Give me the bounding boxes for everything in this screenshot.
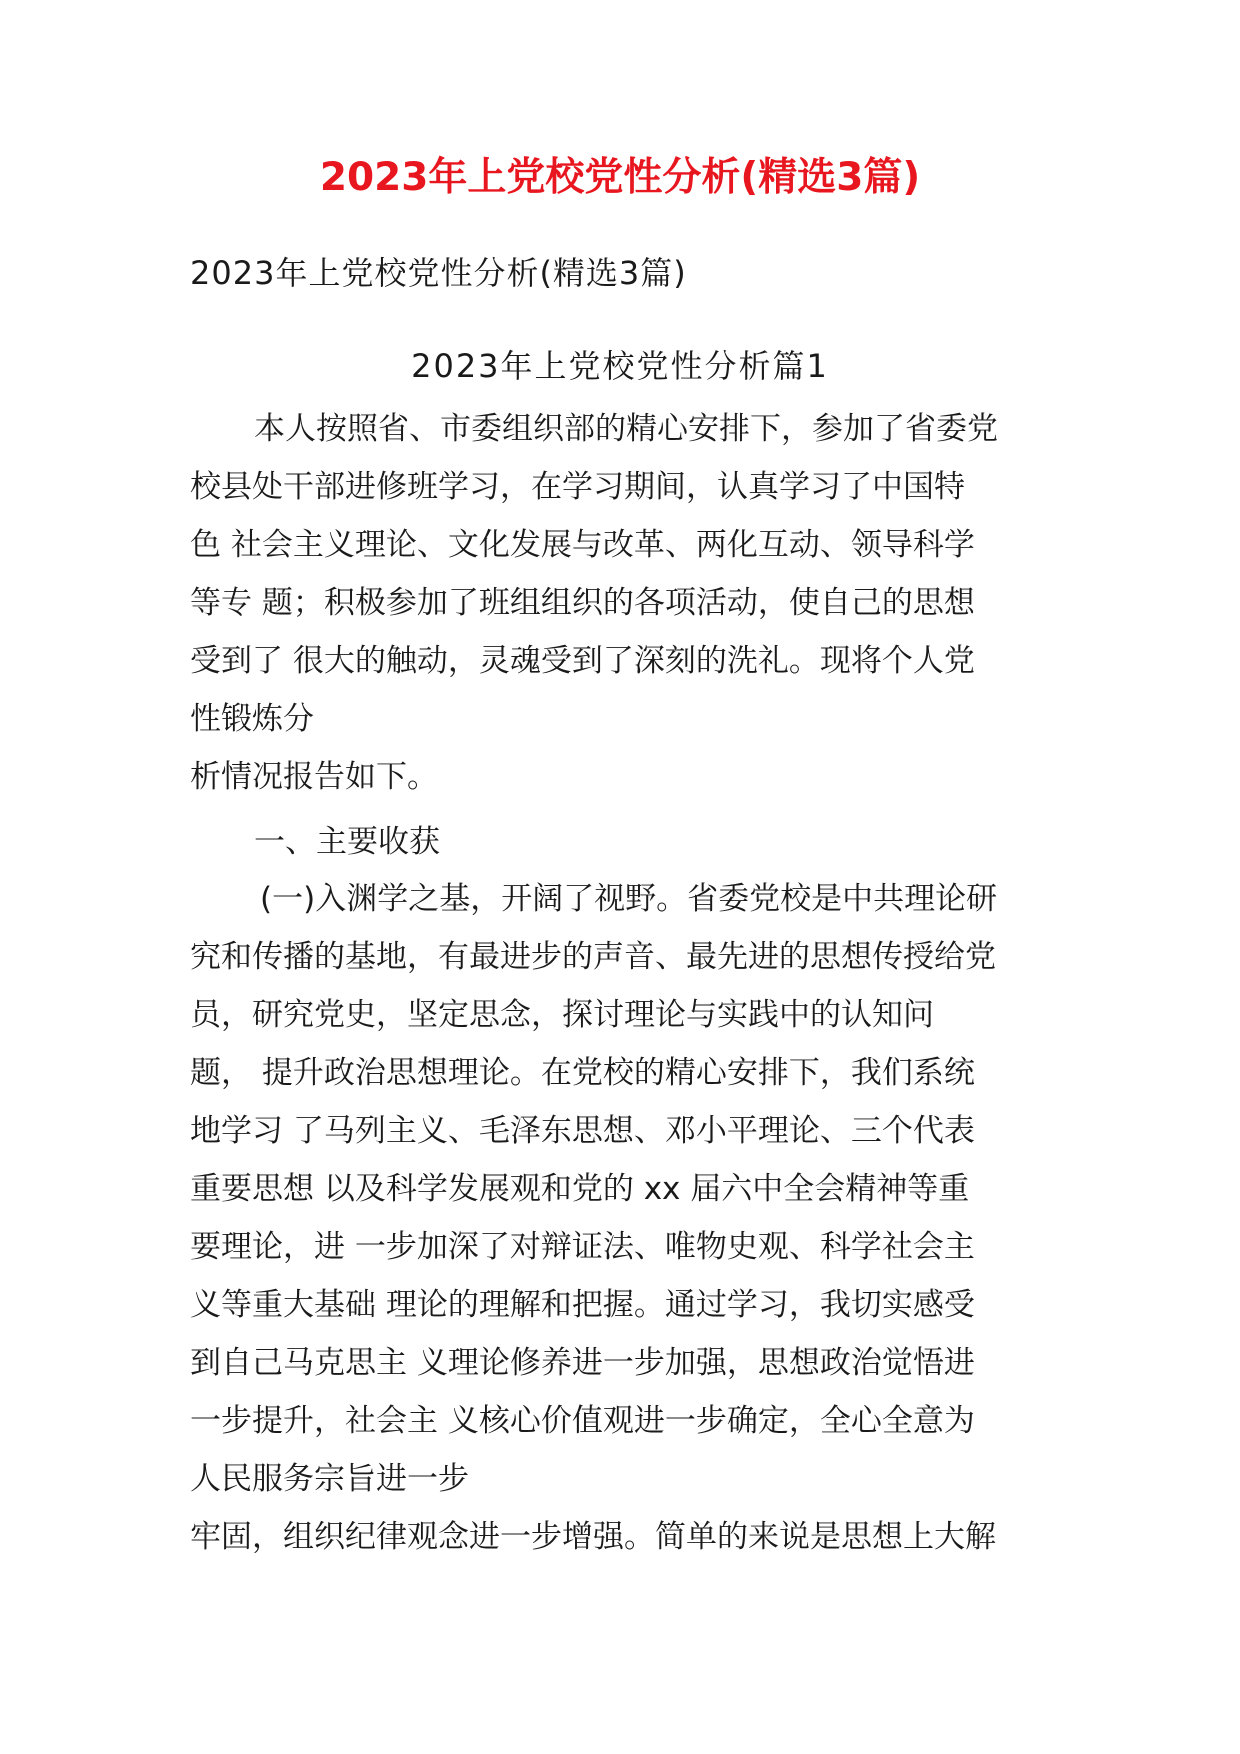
paragraph-line: 人民服务宗旨进一步: [190, 1461, 469, 1497]
paragraph-line: 色 社会主义理论、文化发展与改革、两化互动、领导科学: [190, 527, 975, 563]
paragraph-line: 性锻炼分: [190, 701, 314, 737]
paragraph-line: 地学习 了马列主义、毛泽东思想、邓小平理论、三个代表: [190, 1113, 975, 1149]
paragraph-line: 牢固，组织纪律观念进一步增强。简单的来说是思想上大解: [190, 1519, 996, 1555]
paragraph-line: 校县处干部进修班学习，在学习期间，认真学习了中国特: [190, 469, 965, 505]
paragraph-line: 重要思想 以及科学发展观和党的 xx 届六中全会精神等重: [190, 1171, 970, 1207]
paragraph-line: 题， 提升政治思想理论。在党校的精心安排下，我们系统: [190, 1055, 975, 1091]
paragraph-intro: [190, 400, 1070, 806]
paragraph-line: (一)入渊学之基，开阔了视野。省委党校是中共理论研: [260, 881, 998, 917]
paragraph-line: 究和传播的基地，有最进步的声音、最先进的思想传授给党: [190, 939, 996, 975]
heading-main-gains-text: 一、主要收获: [254, 824, 440, 860]
paragraph-line: 本人按照省、市委组织部的精心安排下，参加了省委党: [254, 411, 998, 447]
paragraph-line: 到自己马克思主 义理论修养进一步加强，思想政治觉悟进: [190, 1345, 975, 1381]
document-title: [0, 150, 1240, 206]
paragraph-line: 受到了 很大的触动，灵魂受到了深刻的洗礼。现将个人党: [190, 643, 975, 679]
paragraph-line: 等专 题；积极参加了班组组织的各项活动，使自己的思想: [190, 585, 975, 621]
heading-main-gains: [190, 813, 1070, 871]
paragraph-gains: [190, 870, 1070, 1566]
document-title-text: 2023年上党校党性分析(精选3篇): [319, 155, 921, 200]
paragraph-line: 要理论，进 一步加深了对辩证法、唯物史观、科学社会主: [190, 1229, 975, 1265]
paragraph-line: 义等重大基础 理论的理解和把握。通过学习，我切实感受: [190, 1287, 975, 1323]
section-heading: 2023年上党校党性分析篇1: [411, 347, 829, 385]
paragraph-line: 员，研究党史，坚定思念，探讨理论与实践中的认知问: [190, 997, 934, 1033]
paragraph-line: 析情况报告如下。: [190, 759, 438, 795]
document-subtitle: 2023年上党校党性分析(精选3篇): [190, 254, 687, 292]
paragraph-line: 一步提升，社会主 义核心价值观进一步确定，全心全意为: [190, 1403, 975, 1439]
